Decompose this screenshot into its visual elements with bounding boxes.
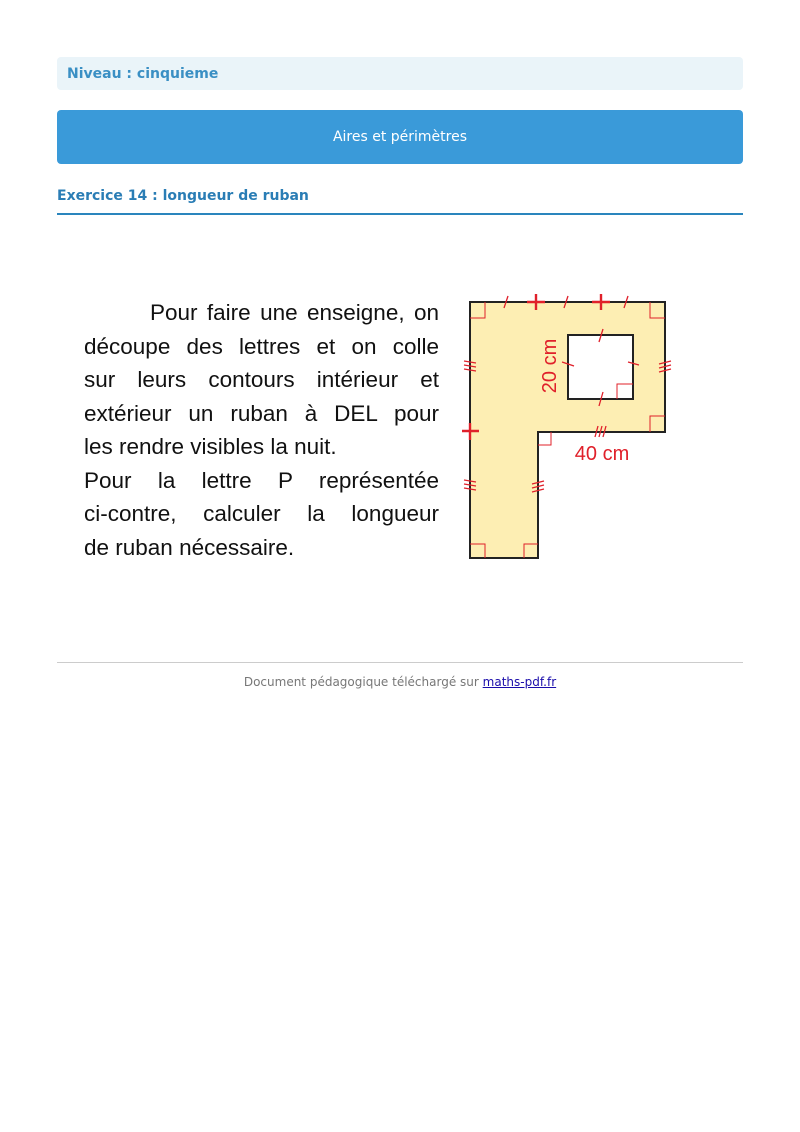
statement-line-7: ci-contre, calculer la longueur — [84, 501, 439, 526]
footer-link[interactable]: maths-pdf.fr — [482, 675, 557, 689]
statement-line-4: extérieur un ruban à DEL pour — [84, 400, 439, 426]
statement-line-6: Pour la lettre P représentée — [84, 467, 439, 493]
inner-square-hole — [568, 335, 633, 399]
width-label: 40 cm — [574, 443, 630, 465]
level-box — [57, 57, 743, 90]
height-label: 20 cm — [539, 338, 561, 394]
footer-text: Document pédagogique téléchargé sur — [243, 675, 479, 689]
exercise-title-text: Exercice 14 : longueur de ruban — [57, 188, 309, 204]
letter-p-diagram — [80, 288, 680, 568]
statement-line-8: de ruban nécessaire. — [84, 534, 295, 560]
statement-line-1: Pour faire une enseigne, on — [150, 300, 439, 325]
statement-line-3: sur leurs contours intérieur et — [84, 367, 439, 392]
exercise-title — [57, 185, 743, 215]
level-label: Niveau : cinquieme — [67, 65, 219, 82]
footer-divider — [57, 662, 743, 663]
statement-line-5: les rendre visibles la nuit. — [84, 434, 337, 459]
exercise-figure — [80, 288, 680, 568]
statement-line-2: découpe des lettres et on colle — [84, 333, 439, 359]
title-banner — [57, 110, 743, 164]
page-title: Aires et périmètres — [332, 129, 468, 145]
footer — [57, 675, 743, 689]
